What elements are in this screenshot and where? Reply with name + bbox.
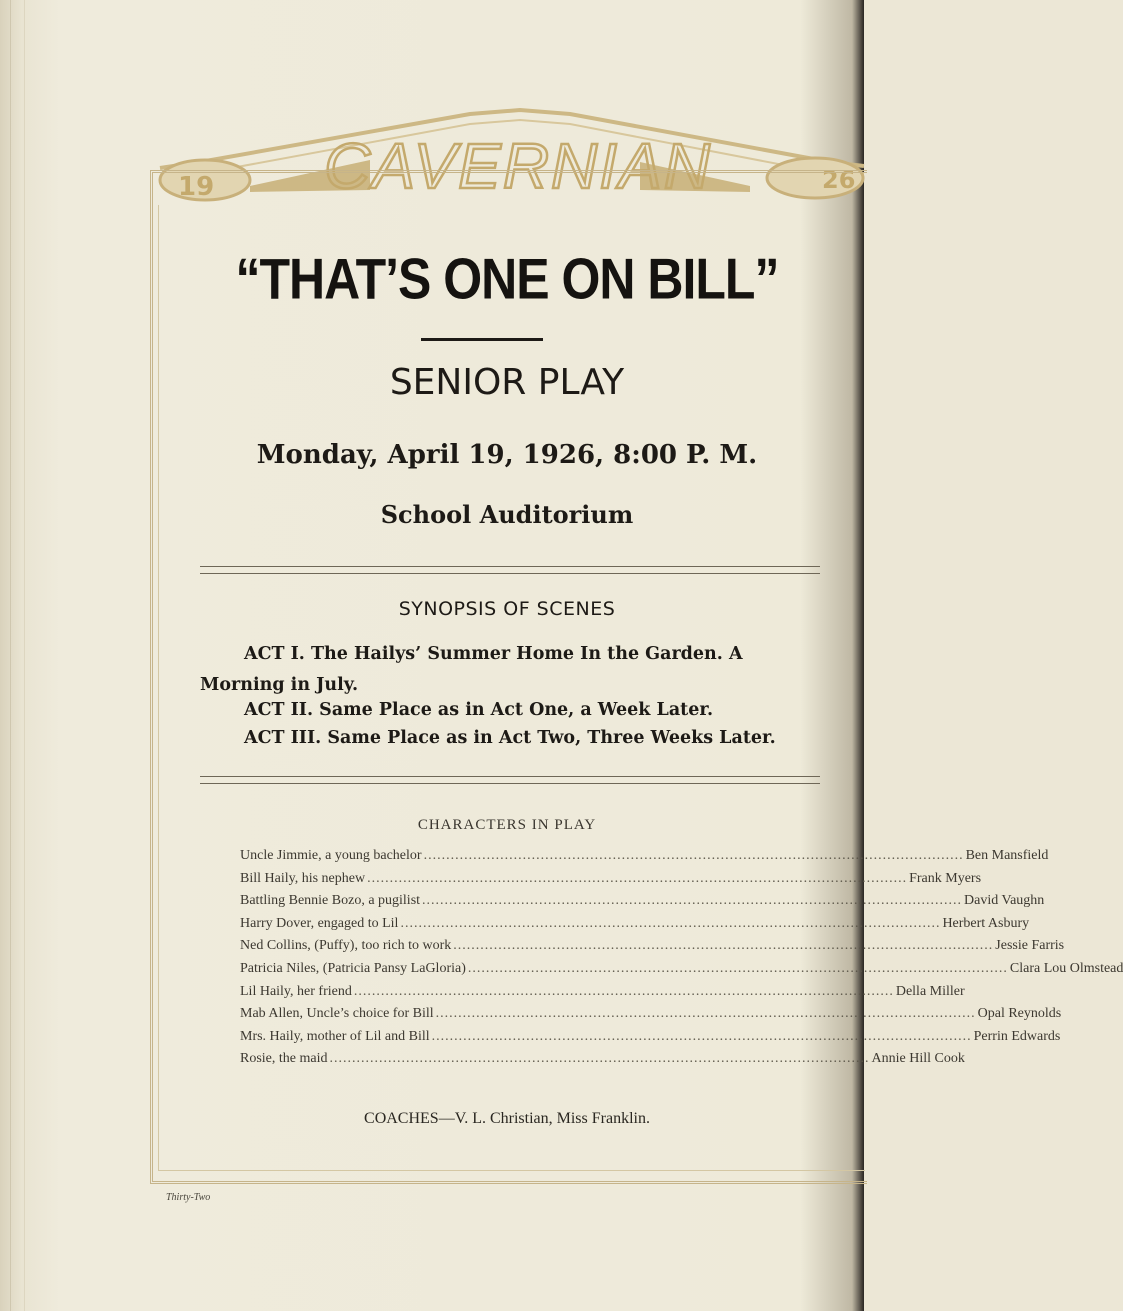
banner-title: CAVERNIAN [324,130,712,202]
page-number: Thirty-Two [166,1192,211,1203]
cast-actor: Jessie Farris [995,938,1065,954]
cast-actor: Opal Reynolds [977,1006,1062,1022]
divider-rule [200,566,820,574]
dot-leader: ........................................................................................................................ [367,870,908,886]
cast-row [240,848,1049,871]
dot-leader: ........................................................................................................................ [423,848,964,863]
cast-role: Uncle Jimmie, a young bachelor [240,848,422,863]
dot-leader: ........................................................................................................................ [467,960,1008,976]
cast-row [240,938,1065,961]
synopsis-heading: SYNOPSIS OF SCENES [398,598,616,620]
dot-leader: ........................................................................................................................ [453,938,994,954]
coaches-line: COACHES—V. L. Christian, Miss Franklin. [364,1110,650,1127]
cast-actor: Frank Myers [909,870,982,886]
divider-rule [200,776,820,784]
cast-role: Battling Bennie Bozo, a pugilist [240,893,421,909]
cast-row [240,1028,1061,1052]
cast-role: Patricia Niles, (Patricia Pansy LaGloria) [240,960,466,976]
cast-row [240,1006,1062,1029]
dot-leader: ........................................................................................................................ [329,1051,870,1067]
cast-actor: David Vaughn [964,893,1045,909]
dot-leader: ........................................................................................................................ [431,1028,972,1044]
cast-actor: Ben Mansfield [965,848,1049,863]
cast-role: Ned Collins, (Puffy), too rich to work [240,938,452,954]
banner-year-left: 19 [178,172,215,202]
performance-venue: School Auditorium [380,500,634,529]
dot-leader: ........................................................................................................................ [353,983,894,999]
play-title: “THAT’S ONE ON BILL” [235,246,779,312]
spine-edge [10,0,11,1311]
play-subtitle: SENIOR PLAY [389,362,625,403]
cast-role: Harry Dover, engaged to Lil [240,915,399,931]
cast-actor: Clara Lou Olmstead [1009,960,1123,976]
cast-list [240,848,1123,1074]
cast-row [240,893,1045,916]
cast-actor: Perrin Edwards [973,1028,1061,1044]
cast-actor: Della Miller [895,983,965,999]
dot-leader: ........................................................................................................................ [422,893,963,909]
title-underline [421,338,543,341]
cast-role: Lil Haily, her friend [240,983,352,999]
cast-row [240,915,1030,939]
act-one-line: ACT I. The Hailys’ Summer Home In the Garden. A [244,644,743,664]
banner-year-right: 26 [822,166,856,194]
spine-edge-inner [24,0,25,1311]
cast-actor: Herbert Asbury [942,915,1030,931]
cast-role: Rosie, the maid [240,1051,328,1067]
cast-actor: Annie Hill Cook [871,1051,965,1067]
cast-row [240,870,982,894]
cast-row [240,1051,965,1074]
characters-heading: CHARACTERS IN PLAY [417,817,597,833]
cast-row [240,960,1123,984]
cast-role: Mrs. Haily, mother of Lil and Bill [240,1028,430,1044]
cast-role: Mab Allen, Uncle’s choice for Bill [240,1006,434,1022]
act-one-continued: Morning in July. [200,675,359,695]
act-three-line: ACT III. Same Place as in Act Two, Three Weeks Later. [244,728,776,748]
act-two-line: ACT II. Same Place as in Act One, a Week Later. [244,700,714,720]
cast-row [240,983,965,1007]
performance-date: Monday, April 19, 1926, 8:00 P. M. [256,440,758,470]
cast-role: Bill Haily, his nephew [240,870,366,886]
dot-leader: ........................................................................................................................ [435,1006,976,1022]
dot-leader: ........................................................................................................................ [400,915,941,931]
